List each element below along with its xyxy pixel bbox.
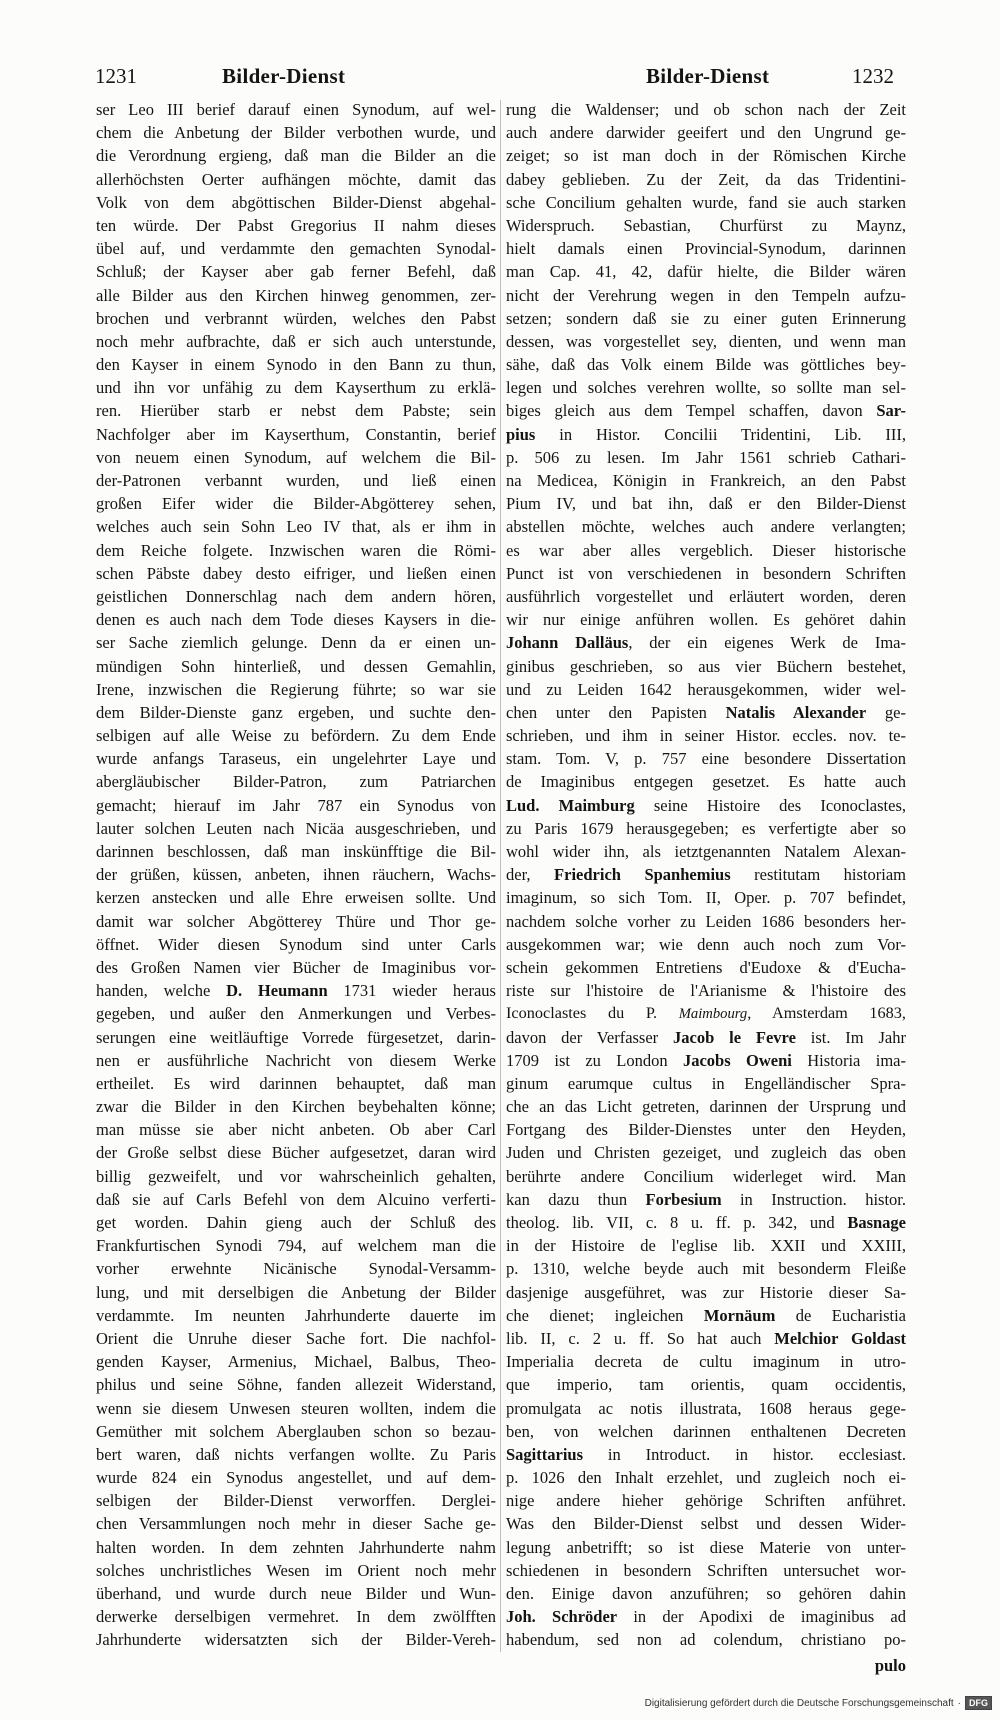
text-line: wir nur einige anführen wollen. Es gehöret dahin xyxy=(506,610,906,630)
text-line xyxy=(506,701,906,724)
emphasized-name: Mornäum xyxy=(703,1305,776,1325)
text-run: de Eucharistia xyxy=(775,1305,906,1325)
text-line: dasjenige ausgeführet, was zur Historie dieser Sa- xyxy=(506,1282,906,1302)
text-line: ginibus geschrieben, so aus vier Büchern bestehet, xyxy=(506,656,906,676)
text-line: zwar die Bilder in den Kirchen beybehalten könne; xyxy=(96,1097,496,1117)
text-line: riste sur l'histoire de l'Arianisme & l'histoire des xyxy=(506,981,906,1001)
text-run: restitutam historiam xyxy=(730,865,906,885)
emphasized-name: Forbesium xyxy=(645,1189,722,1209)
text-line: dabey geblieben. Zu der Zeit, da das Tridentini- xyxy=(506,169,906,189)
text-line: der grüßen, küssen, anbeten, ihnen räuchern, Wachs- xyxy=(96,865,496,885)
text-line: de Imaginibus entgegen gesetzet. Es hatte auch xyxy=(506,772,906,792)
text-line: ren. Hierüber starb er nebst dem Pabste; sein xyxy=(96,401,496,421)
text-line: p. 1310, welche beyde auch mit besonderm Fleiße xyxy=(506,1259,906,1279)
text-run: , der ein eigenes Werk de Ima- xyxy=(628,633,906,653)
text-line: Juden und Christen gezeiget, und zugleich das oben xyxy=(506,1143,906,1163)
text-line: die Verordnung ergieng, daß man die Bilder an die xyxy=(96,146,496,166)
text-line: lung, und mit derselbigen die Anbetung der Bilder xyxy=(96,1282,496,1302)
right-text-column xyxy=(506,98,906,1652)
text-run: davon der Verfasser xyxy=(506,1027,674,1047)
text-line: imaginum, so sich Tom. II, Oper. p. 707 befindet, xyxy=(506,888,906,908)
text-line: verdammte. Im neunten Jahrhunderte dauerte im xyxy=(96,1305,496,1325)
text-line: gemacht; hierauf im Jahr 787 ein Synodus von xyxy=(96,795,496,815)
text-line: schrieben, und ihm in seiner Histor. eccles. nov. te- xyxy=(506,726,906,746)
footer-separator: · xyxy=(957,1697,961,1709)
text-line: schen Päbste dabey desto eifriger, und ließen einen xyxy=(96,563,496,583)
text-line: damit war solcher Abgötterey Thüre und Thor ge- xyxy=(96,911,496,931)
text-line: que imperio, tam orientis, quam occidentis, xyxy=(506,1375,906,1395)
left-text-column xyxy=(96,98,496,1652)
text-line: p. 506 zu lesen. Im Jahr 1561 schrieb Cathari- xyxy=(506,447,906,467)
emphasized-name: Natalis Alexander xyxy=(725,702,867,722)
text-line: daß sie auf Carls Befehl von dem Alcuino verferti- xyxy=(96,1189,496,1209)
text-line: halten worden. In dem zehnten Jahrhunderte nahm xyxy=(96,1537,496,1557)
emphasized-name: pius xyxy=(506,424,536,444)
left-page-number: 1231 xyxy=(95,64,137,88)
text-line xyxy=(506,1026,906,1049)
text-line: dem Bilder-Dienste ganz ergeben, und suchte den- xyxy=(96,702,496,722)
text-line: und ihn vor unfähig zu dem Kayserthum zu erklä- xyxy=(96,378,496,398)
dfg-logo: DFG xyxy=(965,1696,992,1710)
text-run: 1731 wieder heraus xyxy=(327,981,496,1001)
text-line: nachdem solche vorher zu Leiden 1686 besonders her- xyxy=(506,911,906,931)
text-line: derwerke derselbigen vermehret. In dem zwölfften xyxy=(96,1607,496,1627)
text-line: p. 1026 den Inhalt erzehlet, und zugleich noch ei- xyxy=(506,1468,906,1488)
text-line xyxy=(506,1443,906,1466)
text-line: stam. Tom. V, p. 757 eine besondere Dissertation xyxy=(506,749,906,769)
text-line xyxy=(506,794,906,817)
text-line: rung die Waldenser; und ob schon nach der Zeit xyxy=(506,100,906,119)
left-running-head: Bilder-Dienst xyxy=(222,64,346,88)
text-line: billig gezweifelt, und vor wahrscheinlich gehalten, xyxy=(96,1166,496,1186)
digitization-footer xyxy=(645,1694,992,1712)
text-line: habendum, sed non ad colendum, christiano po- xyxy=(506,1630,906,1650)
footer-text: Digitalisierung gefördert durch die Deutsche Forschungsgemeinschaft xyxy=(644,1697,954,1709)
text-line: kerzen anstecken und alle Ehre erweisen sollte. Und xyxy=(96,888,496,908)
column-divider xyxy=(500,100,501,1652)
text-line: Fortgang des Bilder-Dienstes unter den Heyden, xyxy=(506,1120,906,1140)
text-run: chen unter den Papisten xyxy=(506,702,726,722)
text-line: und zu Leiden 1642 herausgekommen, wider wel- xyxy=(506,679,906,699)
text-line: Was den Bilder-Dienst selbst und dessen Wider- xyxy=(506,1514,906,1534)
text-line: Orient die Unruhe dieser Sache fort. Die nachfol- xyxy=(96,1328,496,1348)
text-line: berührte andere Concilium widerleget wird. Man xyxy=(506,1166,906,1186)
text-line: Imperialia decreta de cultu imaginum in utro- xyxy=(506,1352,906,1372)
text-line xyxy=(506,1002,906,1025)
text-line: den. Einige davon anzuführen; so gehören dahin xyxy=(506,1584,906,1603)
text-line: Gemüther mit solchem Aberglauben schon so bezau- xyxy=(96,1421,496,1441)
text-line: serungen eine weitläuftige Vorrede fürgesetzet, darin- xyxy=(96,1027,496,1047)
catchword: pulo xyxy=(874,1656,906,1675)
text-line: ausgekommen war; wie denn auch noch zum Vor- xyxy=(506,934,906,954)
text-line: abstellen möchte, welches auch andere verlangten; xyxy=(506,517,906,537)
text-line: hielt damals einen Provincial-Synodum, darinnen xyxy=(506,239,906,259)
text-line: Widerspruch. Sebastian, Churfürst zu Maynz, xyxy=(506,215,906,235)
text-line: von neuem einen Synodum, auf welchem die Bil- xyxy=(96,447,496,467)
text-line: wohl wider ihn, als ietztgenannten Natalem Alexan- xyxy=(506,842,906,861)
text-line xyxy=(506,631,906,654)
text-line: noch mehr aufbrachte, daß er sich auch unterstunde, xyxy=(96,331,496,351)
text-run: che dienet; ingleichen xyxy=(506,1305,704,1325)
text-line: lauter solchen Leuten nach Nicäa ausgeschrieben, und xyxy=(96,818,496,838)
text-line xyxy=(506,1049,906,1072)
text-line: Punct ist von verschiedenen in besondern Schriften xyxy=(506,563,906,583)
text-line: genden Kayser, Armenius, Michael, Balbus, Theo- xyxy=(96,1352,496,1372)
text-line: selbigen der Bilder-Dienst verworffen. Derglei- xyxy=(96,1491,496,1511)
text-line: nicht der Verehrung wegen in den Tempeln aufzu- xyxy=(506,285,906,305)
text-line: ben, von welchen darinnen enthaltenen Decreten xyxy=(506,1421,906,1441)
text-run: biges gleich aus dem Tempel schaffen, davon xyxy=(506,401,877,421)
text-line: welches auch sein Sohn Leo IV that, als er ihm in xyxy=(96,517,496,537)
right-running-head: Bilder-Dienst xyxy=(646,64,770,88)
text-line: in der Histoire de l'eglise lib. XXII und XXIII, xyxy=(506,1236,906,1256)
text-line: großen Eifer wider die Bilder-Abgötterey sehen, xyxy=(96,494,496,514)
text-line: Pium IV, und bat ihn, daß er den Bilder-Dienst xyxy=(506,494,906,514)
emphasized-name: Johann Dalläus xyxy=(506,633,629,653)
text-line xyxy=(506,1304,906,1327)
text-line: Frankfurtischen Synodi 794, auf welchem man die xyxy=(96,1236,496,1256)
text-line: sähe, daß das Volk einem Bilde was göttliches bey- xyxy=(506,355,906,375)
text-line: promulgata ac notis illustrata, 1608 heraus gege- xyxy=(506,1398,906,1418)
right-page-number: 1232 xyxy=(852,64,894,88)
text-line: mündigen Sohn hinterließ, und dessen Gemahlin, xyxy=(96,656,496,676)
text-line: Schluß; der Kayser aber gab ferner Befehl, daß xyxy=(96,262,496,282)
text-line: brochen und verbrannt würden, welches den Pabst xyxy=(96,308,496,328)
text-line xyxy=(506,1605,906,1628)
text-line: ser Sache ziemlich gelunge. Denn da er einen un- xyxy=(96,633,496,653)
text-line: Irene, inzwischen die Regierung führte; so war sie xyxy=(96,679,496,699)
emphasized-name: Lud. Maimburg xyxy=(506,795,635,815)
text-line xyxy=(506,1327,906,1350)
text-line: ausführlich vorgestellet und erläutert worden, deren xyxy=(506,586,906,606)
text-run: 1709 ist zu London xyxy=(506,1050,683,1070)
emphasized-name: Basnage xyxy=(847,1213,906,1232)
text-line: ginum earumque cultus in Engelländischer Spra- xyxy=(506,1073,906,1093)
text-line: che an das Licht getreten, darinnen der Ursprung und xyxy=(506,1097,906,1117)
text-run: in der Apodixi de imaginibus ad xyxy=(617,1607,906,1627)
text-line xyxy=(96,979,496,1002)
text-line: ten würde. Der Pabst Gregorius II nahm dieses xyxy=(96,215,496,235)
text-line: allerhöchsten Oerter aufhängen möchte, damit das xyxy=(96,169,496,189)
text-line: öffnet. Wider diesen Synodum sind unter Carls xyxy=(96,934,496,954)
text-line: nige andere hieher gehörige Schriften anführet. xyxy=(506,1491,906,1511)
text-run: kan dazu thun xyxy=(506,1189,646,1209)
text-line: zeiget; so ist man doch in der Römischen Kirche xyxy=(506,146,906,166)
text-run: in Instruction. histor. xyxy=(721,1189,906,1209)
emphasized-name: Sar- xyxy=(876,401,906,421)
text-line: alle Bilder aus den Kirchen hinweg genommen, zer- xyxy=(96,285,496,305)
text-line: chem die Anbetung der Bilder verbothen wurde, und xyxy=(96,123,496,143)
text-line: übel auf, und verdammte den gemachten Synodal- xyxy=(96,239,496,259)
text-line: schiedenen in besondern Schriften untersuchet wor- xyxy=(506,1560,906,1580)
text-line: chen Versammlungen noch mehr in dieser Sache ge- xyxy=(96,1514,496,1534)
text-run: handen, welche xyxy=(96,981,227,1001)
text-run: in Histor. Concilii Tridentini, Lib. III, xyxy=(535,424,906,444)
text-line xyxy=(506,1188,906,1211)
emphasized-name: Jacobs Oweni xyxy=(682,1050,792,1070)
italic-name: Maimbourg xyxy=(678,1006,748,1023)
text-line: denen es auch nach dem Tode dieses Kaysers in die- xyxy=(96,610,496,630)
text-line: darinnen beschlossen, daß man inskünfftige die Bil- xyxy=(96,842,496,861)
text-line: man müsse sie aber nicht anbeten. Ob aber Carl xyxy=(96,1120,496,1140)
text-line: der Große selbst diese Bücher aufgesetzet, daran wird xyxy=(96,1143,496,1163)
text-run: Historia ima- xyxy=(791,1050,906,1070)
text-line: get worden. Dahin gieng auch der Schluß des xyxy=(96,1213,496,1232)
text-line: auch andere darwider geeifert und den Ungrund ge- xyxy=(506,123,906,143)
emphasized-name: Melchior Goldast xyxy=(774,1328,906,1348)
text-line: wenn sie diesem Unwesen steuren wollten, indem die xyxy=(96,1398,496,1418)
text-line: des Großen Namen vier Bücher de Imaginibus vor- xyxy=(96,957,496,977)
text-line: sche Concilium gehalten wurde, fand sie auch starken xyxy=(506,192,906,212)
emphasized-name: Jacob le Fevre xyxy=(673,1027,796,1047)
text-line: abergläubischer Bilder-Patron, zum Patriarchen xyxy=(96,772,496,792)
text-run: Iconoclastes du P. xyxy=(506,1004,679,1023)
text-line: Jahrhunderte widersatzten sich der Bilder-Vereh- xyxy=(96,1630,496,1650)
text-line: überhand, und wurde durch neue Bilder und Wun- xyxy=(96,1584,496,1603)
text-line xyxy=(506,1211,906,1234)
text-line: geistlichen Donnerschlag nach dem andern hören, xyxy=(96,586,496,606)
text-line: Volk von dem abgöttischen Bilder-Dienst abgehal- xyxy=(96,192,496,212)
text-line: na Medicea, Königin in Frankreich, an den Pabst xyxy=(506,471,906,490)
text-line xyxy=(506,863,906,886)
text-line: wurde anfangs Taraseus, ein ungelehrter Laye und xyxy=(96,749,496,769)
text-run: in Introduct. in histor. ecclesiast. xyxy=(583,1444,906,1464)
text-line xyxy=(506,423,906,446)
text-line: legung anbetrifft; so ist diese Materie von unter- xyxy=(506,1537,906,1557)
text-line: solches unchristliches Wesen im Orient noch mehr xyxy=(96,1560,496,1580)
text-line: wurde 824 ein Synodus angestellet, und auf dem- xyxy=(96,1468,496,1488)
text-run: ge- xyxy=(866,702,906,722)
emphasized-name: Friedrich Spanhemius xyxy=(554,865,731,885)
text-run: theolog. lib. VII, c. 8 u. ff. p. 342, und xyxy=(506,1213,848,1232)
text-run: , Amsterdam 1683, xyxy=(747,1004,906,1023)
emphasized-name: Joh. Schröder xyxy=(506,1607,618,1627)
text-line: es war aber alles vergeblich. Dieser historische xyxy=(506,540,906,560)
text-line: nen er ausführliche Nachricht von diesem Werke xyxy=(96,1050,496,1070)
text-line: setzen; sondern daß sie zu einer guten Erinnerung xyxy=(506,308,906,328)
text-line: philus und seine Söhne, fanden allezeit Widerstand, xyxy=(96,1375,496,1395)
text-line: vorher erwehnte Nicänische Synodal-Versamm- xyxy=(96,1259,496,1279)
text-line: der-Patronen verbannt wurden, und ließ einen xyxy=(96,471,496,490)
text-run: der, xyxy=(506,865,555,885)
text-line: ertheilet. Es wird darinnen behauptet, daß man xyxy=(96,1073,496,1093)
text-line: man Cap. 41, 42, dafür hielte, die Bilder wären xyxy=(506,262,906,282)
text-line: den Kayser in einem Synodo in den Bann zu thun, xyxy=(96,355,496,375)
text-run: lib. II, c. 2 u. ff. So hat auch xyxy=(506,1328,775,1348)
text-line: ser Leo III berief darauf einen Synodum, auf wel- xyxy=(96,100,496,119)
text-line: gegeben, und außer den Anmerkungen und Verbes- xyxy=(96,1004,496,1024)
text-line: zu Paris 1679 herausgegeben; es verfertigte aber so xyxy=(506,818,906,838)
text-line: Nachfolger aber im Kayserthum, Constantin, berief xyxy=(96,424,496,444)
text-line: bert waren, daß nichts verfangen wollte. Zu Paris xyxy=(96,1444,496,1464)
text-line: dem Reiche folgete. Inzwischen waren die Römi- xyxy=(96,540,496,560)
text-run: seine Histoire des Iconoclastes, xyxy=(634,795,906,815)
text-line: legen und solches verehren wollte, so sollte man sel- xyxy=(506,378,906,398)
text-line xyxy=(506,399,906,422)
text-line: selbigen auf alle Weise zu befördern. Zu dem Ende xyxy=(96,726,496,746)
text-line: schein gekommen Entretiens d'Eudoxe & d'Eucha- xyxy=(506,957,906,977)
emphasized-name: Sagittarius xyxy=(506,1444,584,1464)
text-run: ist. Im Jahr xyxy=(795,1027,906,1047)
emphasized-name: D. Heumann xyxy=(226,981,328,1001)
text-line: dessen, was vorgestellet sey, dienten, und wenn man xyxy=(506,331,906,351)
